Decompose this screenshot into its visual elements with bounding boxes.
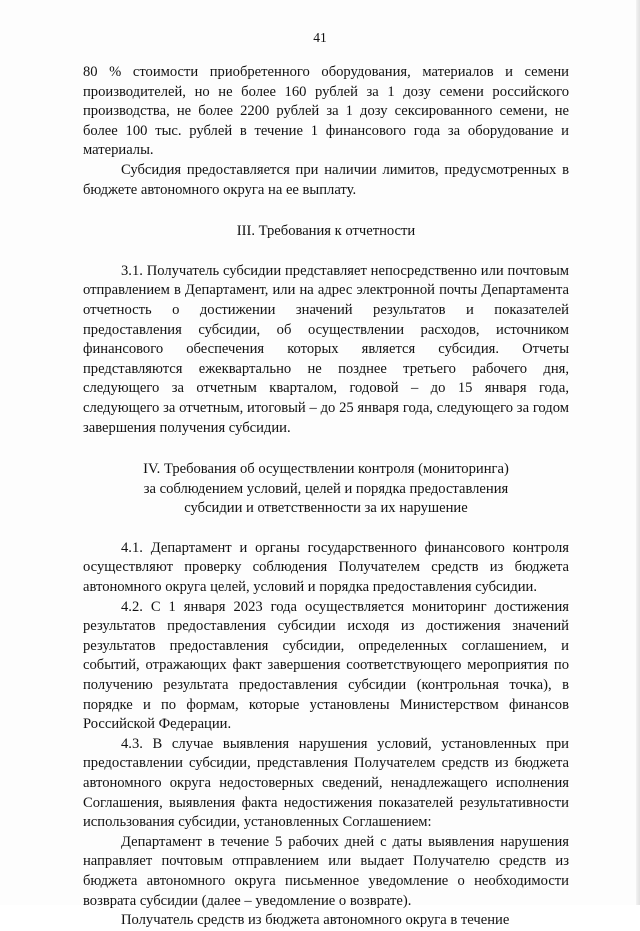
paragraph-notice: Департамент в течение 5 рабочих дней с даты выявления нарушения направляет почтовым отправлением или выдает Получателю средств из бюджета автономного округа письменное уведомление о необходимости возврата субсидии (далее – уведомление о возврате). (83, 833, 569, 909)
page-number: 41 (313, 30, 327, 45)
section-heading-control (83, 460, 569, 519)
scan-edge (636, 0, 640, 905)
heading-line: субсидии и ответственности за их нарушение (184, 500, 468, 517)
paragraph-3-1: 3.1. Получатель субсидии представляет непосредственно или почтовым отправлением в Департамент, или на адрес электронной почты Департамента отчетность о достижении значений результатов и показателей предоставления субсидии, об осуществлении расходов, источником финансового обеспечения которых является субсидия. Отчеты представляются ежеквартально не позднее третьего рабочего дня, следующего за отчетным кварталом, годовой – до 15 января года, следующего за отчетным, итоговый – до 25 января года, следующего за годом завершения получения субсидии. (83, 262, 569, 436)
document-body (83, 63, 569, 931)
paragraph-4-3: 4.3. В случае выявления нарушения условий, установленных при предоставлении субсидии, представления Получателем средств из бюджета автономного округа недостоверных сведений, ненадлежащего исполнения Соглашения, выявления факта недостижения показателей результативности использования субсидии, установленных Соглашением: (83, 735, 569, 831)
paragraph-subsidy-rates: 80 % стоимости приобретенного оборудования, материалов и семени производителей, но не более 160 рублей за 1 дозу семени российского производства, не более 2200 рублей за 1 дозу сексированного семени, не более 100 тыс. рублей в течение 1 финансового года за оборудование и материалы. (83, 64, 569, 159)
heading-line: III. Требования к отчетности (236, 223, 416, 240)
paragraph-recipient: Получатель средств из бюджета автономного округа в течение (121, 912, 510, 929)
paragraph-4-2: 4.2. С 1 января 2023 года осуществляется мониторинг достижения результатов предоставления субсидии исходя из достижения значений результатов предоставления субсидии, определенных соглашением, и событий, отражающих факт завершения соответствующего мероприятия по получению результата предоставления субсидии (контрольная точка), в порядке и по формам, которые установлены Министерством финансов Российской Федерации. (83, 598, 569, 733)
heading-line: за соблюдением условий, целей и порядка предоставления (143, 480, 509, 497)
paragraph-subsidy-limits: Субсидия предоставляется при наличии лимитов, предусмотренных в бюджете автономного округа на ее выплату. (83, 161, 569, 198)
section-heading-reporting (83, 222, 569, 242)
paragraph-4-1: 4.1. Департамент и органы государственного финансового контроля осуществляют проверку соблюдения Получателем средств из бюджета автономного округа целей, условий и порядка предоставления субсидии. (83, 539, 569, 596)
heading-line: IV. Требования об осуществлении контроля (мониторинга) (143, 461, 509, 478)
